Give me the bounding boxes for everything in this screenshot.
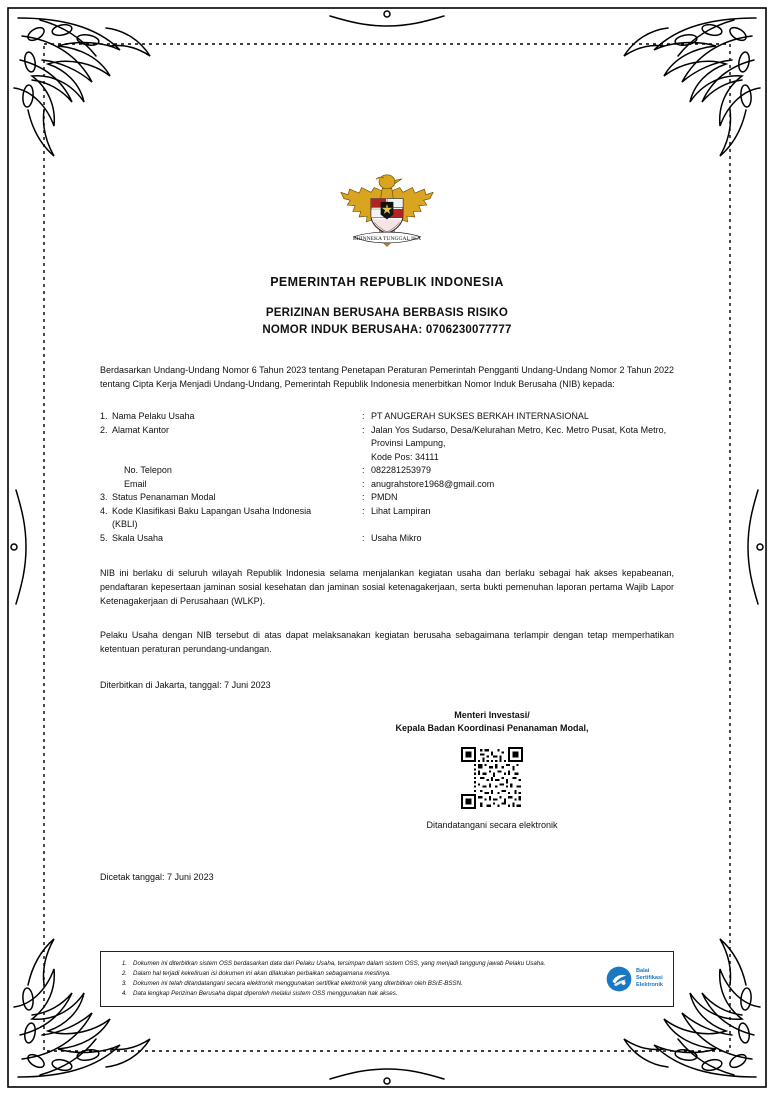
field-colon: : — [362, 465, 365, 476]
signatory-title-line2: Kepala Badan Koordinasi Penanaman Modal, — [395, 722, 589, 733]
garuda-pancasila-icon — [339, 170, 435, 256]
footer-note-item — [111, 989, 598, 999]
signature-note: Ditandatangani secara elektronik — [426, 819, 558, 830]
field-value-group — [371, 424, 674, 465]
field-colon: : — [362, 478, 365, 489]
field-row — [100, 491, 674, 505]
field-colon: : — [362, 424, 365, 435]
intro-paragraph: Berdasarkan Undang-Undang Nomor 6 Tahun 2023 tentang Penetapan Peraturan Pemerintah Pengganti Undang-Undang Nomor 2 Tahun 2022 tentang Cipta Kerja Menjadi Undang-Undang, Pemerintah Republik Indonesia menerbitkan Nomor Induk Berusaha (NIB) kepada: — [100, 365, 674, 390]
field-label: Email — [124, 478, 147, 489]
field-label: Skala Usaha — [112, 532, 164, 543]
field-label-group — [112, 505, 362, 532]
field-row — [100, 478, 674, 492]
bsre-logo-block — [598, 966, 663, 992]
validity-paragraph: NIB ini berlaku di seluruh wilayah Republik Indonesia selama menjalankan kegiatan usaha dan berlaku sebagai hak akses kepabeanan, pendaftaran kepesertaan jaminan sosial kesehatan dan jaminan sosial ketenagakerjaan, serta bukti pemenuhan laporan pertama Wajib Lapor Ketenagakerjaan di Perusahaan (WLKP). — [100, 568, 674, 607]
signatory-title-line1: Menteri Investasi/ — [454, 709, 530, 720]
footer-note-number: 4. — [121, 989, 127, 997]
bsre-label — [636, 968, 663, 989]
signature-block — [310, 709, 674, 833]
footer-note-item — [111, 959, 598, 969]
field-row — [100, 424, 674, 465]
bsre-line2: Sertifikasi — [635, 975, 663, 982]
footer-notice-box — [100, 951, 674, 1007]
field-label: Kode Klasifikasi Baku Lapangan Usaha Indonesia — [112, 505, 312, 516]
footer-note-text: Dokumen ini telah ditandatangani secara elektronik menggunakan sertifikat elektronik yang diterbitkan oleh BSrE-BSSN. — [133, 979, 463, 987]
obligation-paragraph: Pelaku Usaha dengan NIB tersebut di atas dapat melaksanakan kegiatan berusaha sebagaimana terlampir dengan tetap memperhatikan ketentuan peraturan perundang-undangan. — [100, 630, 674, 654]
field-value: PT ANUGERAH SUKSES BERKAH INTERNASIONAL — [371, 411, 589, 422]
field-value-line2: Provinsi Lampung, — [371, 438, 446, 449]
field-label: Status Penanaman Modal — [112, 492, 216, 503]
field-value: PMDN — [371, 492, 398, 503]
bsre-line3: Elektronik — [635, 982, 663, 989]
field-value: Lihat Lampiran — [371, 505, 431, 516]
issued-date: Diterbitkan di Jakarta, tanggal: 7 Juni 2023 — [100, 679, 271, 690]
field-row — [100, 464, 674, 478]
garuda-emblem-container — [70, 70, 704, 261]
field-label-line2: (KBLI) — [112, 519, 138, 530]
field-colon: : — [362, 411, 365, 422]
field-colon: : — [362, 492, 365, 503]
field-number: 1. — [100, 411, 108, 422]
footer-note-text: Dokumen ini diterbitkan sistem OSS berdasarkan data dari Pelaku Usaha, tersimpan dalam sistem OSS, yang menjadi tanggung jawab Pelaku Usaha. — [133, 959, 546, 967]
field-row — [100, 532, 674, 546]
field-colon: : — [362, 505, 365, 516]
field-value: anugrahstore1968@gmail.com — [371, 478, 495, 489]
footer-note-text: Data lengkap Perizinan Berusaha dapat diperoleh melalui sistem OSS menggunakan hak akses. — [133, 989, 398, 997]
nib-number: NOMOR INDUK BERUSAHA: 0706230077777 — [262, 323, 512, 336]
field-label: Nama Pelaku Usaha — [112, 411, 195, 422]
field-value: Jalan Yos Sudarso, Desa/Kelurahan Metro, Kec. Metro Pusat, Kota Metro, — [371, 424, 667, 435]
footer-note-number: 3. — [121, 979, 127, 987]
bsre-seal-icon — [606, 966, 632, 992]
field-value: Usaha Mikro — [371, 532, 422, 543]
field-row — [100, 410, 674, 424]
bsre-line1: Balai — [635, 968, 650, 975]
field-number: 5. — [100, 532, 108, 543]
field-label: Alamat Kantor — [112, 424, 170, 435]
footer-note-number: 2. — [121, 969, 127, 977]
field-label: No. Telepon — [124, 465, 172, 476]
body-area — [100, 364, 674, 884]
footer-note-text: Dalam hal terjadi kekeliruan isi dokumen ini akan dilakukan perbaikan sebagaimana mestinya. — [133, 969, 391, 977]
qr-code — [461, 747, 523, 809]
fields-list — [100, 410, 674, 545]
field-number: 3. — [100, 492, 108, 503]
document-content — [70, 70, 704, 1025]
field-value-line3: Kode Pos: 34111 — [371, 451, 439, 462]
page-title: PEMERINTAH REPUBLIK INDONESIA — [270, 275, 504, 289]
field-row — [100, 505, 674, 532]
svg-text:BHINNEKA TUNGGAL IKA: BHINNEKA TUNGGAL IKA — [353, 236, 421, 243]
field-number: 4. — [100, 505, 108, 516]
footer-note-item — [111, 979, 598, 989]
title-block — [70, 275, 704, 338]
printed-date: Dicetak tanggal: 7 Juni 2023 — [100, 871, 214, 882]
footer-note-item — [111, 969, 598, 979]
footer-notes-list — [111, 959, 598, 999]
field-colon: : — [362, 532, 365, 543]
field-number: 2. — [100, 424, 108, 435]
footer-note-number: 1. — [121, 959, 127, 967]
permit-title-line1: PERIZINAN BERUSAHA BERBASIS RISIKO — [265, 307, 509, 319]
permit-title — [70, 305, 704, 338]
field-value: 082281253979 — [371, 465, 432, 476]
